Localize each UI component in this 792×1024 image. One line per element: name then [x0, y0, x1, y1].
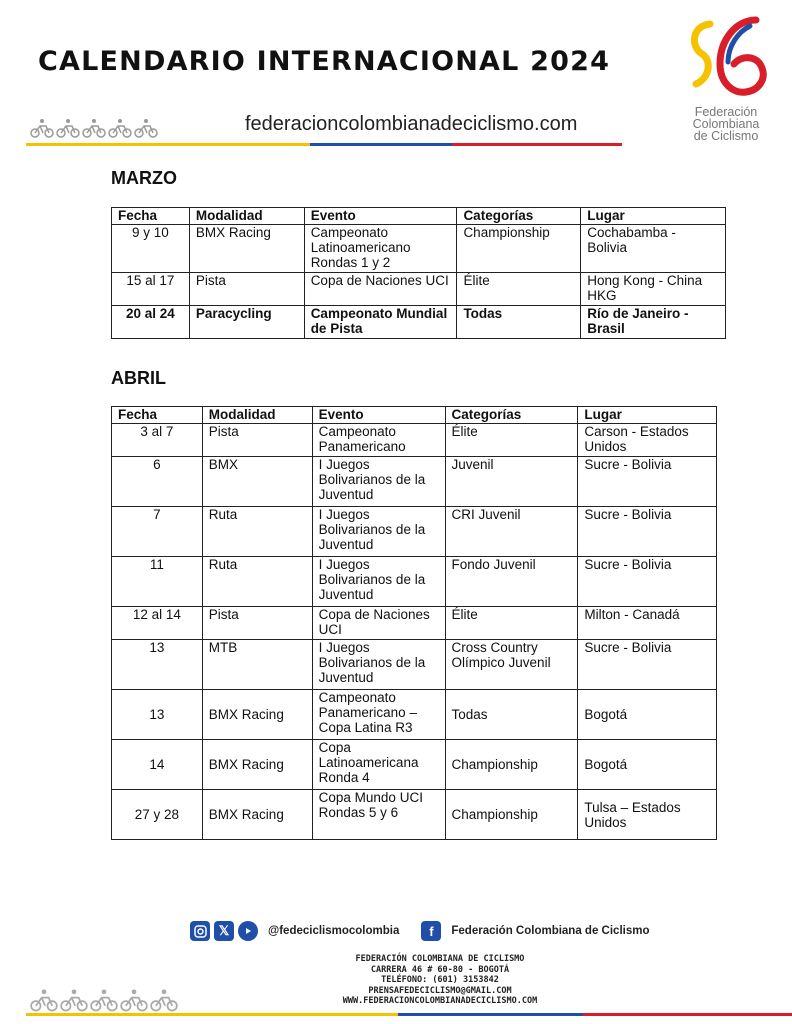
cyclist-icon	[134, 118, 158, 138]
column-header: Modalidad	[189, 208, 304, 225]
table-row	[112, 790, 717, 840]
column-header: Fecha	[112, 208, 190, 225]
table-row	[112, 424, 717, 457]
table-row	[112, 557, 717, 607]
cell-lugar: Río de Janeiro - Brasil	[581, 306, 726, 339]
month-heading-marzo: MARZO	[111, 168, 177, 188]
cyclist-icon	[30, 988, 58, 1012]
cell-fecha: 15 al 17	[112, 273, 190, 306]
abril-table	[111, 406, 717, 840]
cell-lugar: Bogotá	[578, 740, 717, 790]
cyclist-icon	[30, 118, 54, 138]
cell-modalidad: Pista	[202, 607, 312, 640]
facebook-icon[interactable]: f	[421, 921, 441, 941]
address-line[interactable]: WWW.FEDERACIONCOLOMBIANADECICLISMO.COM	[342, 996, 538, 1006]
facebook-page-name[interactable]: Federación Colombiana de Ciclismo	[451, 925, 650, 937]
cell-categorias: Todas	[445, 690, 578, 740]
table-row	[112, 690, 717, 740]
cell-evento: I Juegos Bolivarianos de la Juventud	[312, 640, 445, 690]
table-row	[112, 640, 717, 690]
instagram-icon[interactable]	[190, 921, 210, 941]
cell-evento: Campeonato Panamericano – Copa Latina R3	[312, 690, 445, 740]
column-header: Lugar	[581, 208, 726, 225]
table-row	[112, 507, 717, 557]
table-header-row	[112, 407, 717, 424]
youtube-icon[interactable]	[238, 921, 258, 941]
cell-evento: Copa Mundo UCI Rondas 5 y 6	[312, 790, 445, 840]
column-header: Lugar	[578, 407, 717, 424]
cell-fecha: 9 y 10	[112, 225, 190, 273]
cell-lugar: Carson - Estados Unidos	[578, 424, 717, 457]
cell-evento: Copa Latinoamericana Ronda 4	[312, 740, 445, 790]
cell-evento: Campeonato Mundial de Pista	[304, 306, 457, 339]
cyclist-icon	[90, 988, 118, 1012]
cell-categorias: Cross Country Olímpico Juvenil	[445, 640, 578, 690]
table-row	[112, 607, 717, 640]
cell-evento: Campeonato Panamericano	[312, 424, 445, 457]
cell-evento: Copa de Naciones UCI	[312, 607, 445, 640]
logo-line-2: Colombiana	[692, 117, 760, 131]
x-icon[interactable]: 𝕏	[214, 921, 234, 941]
cell-categorias: Todas	[457, 306, 581, 339]
cell-modalidad: Ruta	[202, 507, 312, 557]
cyclist-icon	[56, 118, 80, 138]
footer-color-line	[26, 1013, 792, 1016]
cell-fecha: 12 al 14	[112, 607, 203, 640]
cell-categorias: Championship	[445, 740, 578, 790]
cell-modalidad: BMX Racing	[202, 790, 312, 840]
column-header: Modalidad	[202, 407, 312, 424]
cell-categorias: Élite	[445, 424, 578, 457]
cell-lugar: Sucre - Bolivia	[578, 507, 717, 557]
column-header: Categorías	[445, 407, 578, 424]
cell-modalidad: Ruta	[202, 557, 312, 607]
table-row	[112, 740, 717, 790]
cell-fecha: 3 al 7	[112, 424, 203, 457]
cell-fecha: 7	[112, 507, 203, 557]
cell-lugar: Sucre - Bolivia	[578, 640, 717, 690]
cyclist-icon	[120, 988, 148, 1012]
cyclist-icon	[60, 988, 88, 1012]
cell-categorias: CRI Juvenil	[445, 507, 578, 557]
address-line: TELÉFONO: (601) 3153842	[381, 975, 499, 985]
table-row	[112, 457, 717, 507]
cell-fecha: 6	[112, 457, 203, 507]
logo-line-1: Federación	[694, 105, 758, 119]
social-handle[interactable]: @fedeciclismocolombia	[268, 925, 400, 937]
cell-modalidad: BMX Racing	[202, 690, 312, 740]
cell-evento: Copa de Naciones UCI	[304, 273, 457, 306]
cell-fecha: 20 al 24	[112, 306, 190, 339]
footer-address	[260, 954, 620, 1007]
cell-lugar: Cochabamba - Bolivia	[581, 225, 726, 273]
column-header: Fecha	[112, 407, 203, 424]
cell-fecha: 13	[112, 640, 203, 690]
cell-categorias: Championship	[445, 790, 578, 840]
cell-lugar: Hong Kong - China HKG	[581, 273, 726, 306]
cell-modalidad: BMX	[202, 457, 312, 507]
cell-modalidad: MTB	[202, 640, 312, 690]
address-line[interactable]: PRENSAFEDECICLISMO@GMAIL.COM	[368, 985, 512, 996]
cell-evento: Campeonato Latinoamericano Rondas 1 y 2	[304, 225, 457, 273]
logo-line-3: de Ciclismo	[693, 129, 759, 143]
address-line: CARRERA 46 # 60-80 - BOGOTÁ	[370, 964, 510, 975]
cyclists-decoration-top	[30, 118, 158, 138]
header-color-line	[26, 143, 622, 146]
table-header-row	[112, 208, 726, 225]
table-row	[112, 225, 726, 273]
cell-modalidad: Pista	[189, 273, 304, 306]
cell-lugar: Milton - Canadá	[578, 607, 717, 640]
cell-modalidad: Pista	[202, 424, 312, 457]
table-row	[112, 306, 726, 339]
cell-fecha: 27 y 28	[112, 790, 203, 840]
cell-evento: I Juegos Bolivarianos de la Juventud	[312, 457, 445, 507]
cell-lugar: Sucre - Bolivia	[578, 557, 717, 607]
cyclist-icon	[108, 118, 132, 138]
social-bar	[190, 921, 649, 941]
address-line: FEDERACIÓN COLOMBIANA DE CICLISMO	[355, 954, 525, 964]
cyclist-icon	[82, 118, 106, 138]
cell-modalidad: BMX Racing	[202, 740, 312, 790]
website-text: federacioncolombianadeciclismo.com	[245, 113, 578, 135]
cell-modalidad: Paracycling	[189, 306, 304, 339]
marzo-table	[111, 207, 726, 339]
cell-categorias: Élite	[457, 273, 581, 306]
column-header: Evento	[304, 208, 457, 225]
page-title: CALENDARIO INTERNACIONAL 2024	[38, 46, 611, 77]
table-row	[112, 273, 726, 306]
cell-lugar: Bogotá	[578, 690, 717, 740]
logo-s6-icon	[680, 12, 772, 104]
column-header: Categorías	[457, 208, 581, 225]
cell-evento: I Juegos Bolivarianos de la Juventud	[312, 557, 445, 607]
cyclists-decoration-bottom	[30, 988, 178, 1012]
cell-modalidad: BMX Racing	[189, 225, 304, 273]
cell-lugar: Tulsa – Estados Unidos	[578, 790, 717, 840]
cell-categorias: Fondo Juvenil	[445, 557, 578, 607]
month-heading-abril: ABRIL	[111, 368, 166, 388]
cell-categorias: Élite	[445, 607, 578, 640]
cell-categorias: Championship	[457, 225, 581, 273]
cell-fecha: 14	[112, 740, 203, 790]
cell-evento: I Juegos Bolivarianos de la Juventud	[312, 507, 445, 557]
cell-fecha: 13	[112, 690, 203, 740]
federation-logo	[676, 12, 776, 147]
cell-categorias: Juvenil	[445, 457, 578, 507]
cyclist-icon	[150, 988, 178, 1012]
column-header: Evento	[312, 407, 445, 424]
cell-lugar: Sucre - Bolivia	[578, 457, 717, 507]
cell-fecha: 11	[112, 557, 203, 607]
